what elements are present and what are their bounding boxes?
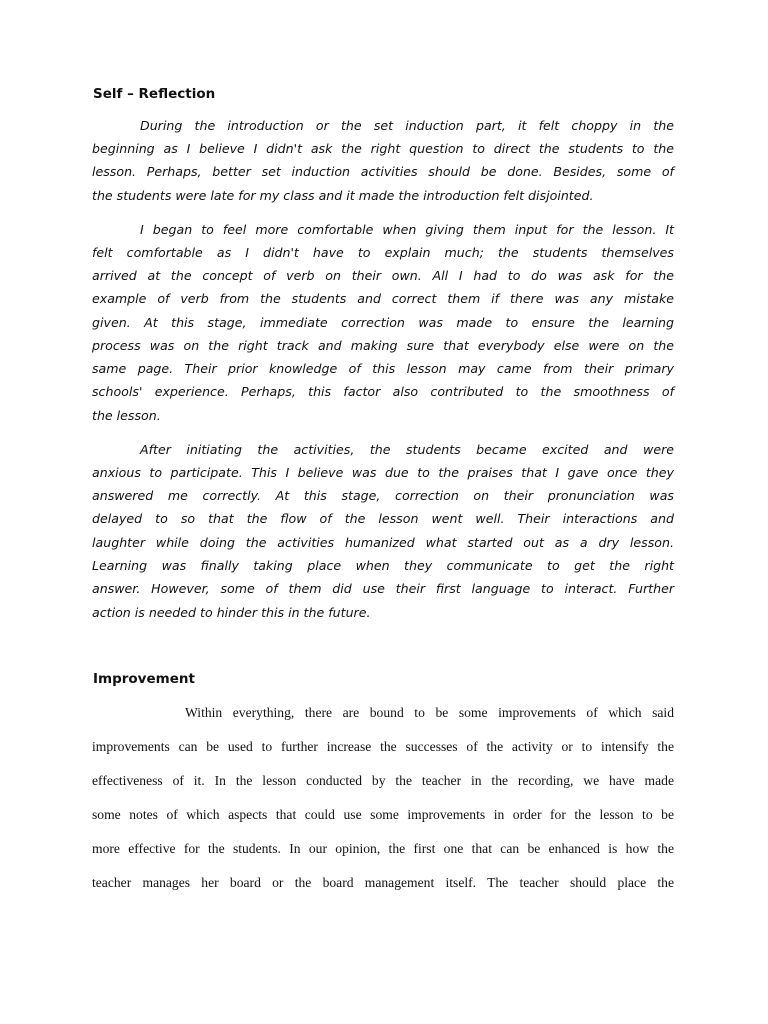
paragraph-line: action is needed to hinder this in the future. (92, 605, 371, 620)
heading-self-reflection: Self – Reflection (93, 86, 216, 102)
paragraph-line: I began to feel more comfortable when giving them input for the lesson. It (140, 222, 674, 237)
paragraph-line: Learning was finally taking place when they communicate to get the right (92, 558, 674, 573)
paragraph-line: more effective for the students. In our opinion, the first one that can be enhanced is how the (92, 841, 674, 856)
paragraph-line: felt comfortable as I didn't have to explain much; the students themselves (92, 245, 674, 260)
paragraph-line: example of verb from the students and correct them if there was any mistake (92, 291, 674, 306)
paragraph-line: delayed to so that the flow of the lesson went well. Their interactions and (92, 511, 674, 526)
paragraph-line: answer. However, some of them did use their first language to interact. Further (92, 581, 674, 596)
paragraph-line: same page. Their prior knowledge of this lesson may came from their primary (92, 361, 674, 376)
paragraph-line: some notes of which aspects that could use some improvements in order for the lesson to be (92, 807, 674, 822)
paragraph-line: teacher manages her board or the board management itself. The teacher should place the (92, 875, 674, 890)
paragraph-line: process was on the right track and making sure that everybody else were on the (92, 338, 674, 353)
paragraph-line: After initiating the activities, the students became excited and were (140, 442, 674, 457)
paragraph-line: improvements can be used to further increase the successes of the activity or to intensify the (92, 739, 674, 754)
heading-improvement: Improvement (93, 671, 195, 687)
paragraph-line: the lesson. (92, 408, 161, 423)
paragraph-line: During the introduction or the set induction part, it felt choppy in the (140, 118, 674, 133)
paragraph-line: beginning as I believe I didn't ask the right question to direct the students to the (92, 141, 674, 156)
paragraph-line: lesson. Perhaps, better set induction activities should be done. Besides, some of (92, 164, 674, 179)
paragraph-line: arrived at the concept of verb on their own. All I had to do was ask for the (92, 268, 674, 283)
paragraph-line: the students were late for my class and it made the introduction felt disjointed. (92, 188, 594, 203)
paragraph-line: anxious to participate. This I believe was due to the praises that I gave once they (92, 465, 674, 480)
paragraph-line: answered me correctly. At this stage, correction on their pronunciation was (92, 488, 674, 503)
paragraph-line: schools' experience. Perhaps, this factor also contributed to the smoothness of (92, 384, 674, 399)
paragraph-line: laughter while doing the activities humanized what started out as a dry lesson. (92, 535, 674, 550)
paragraph-line: Within everything, there are bound to be some improvements of which said (185, 705, 674, 720)
paragraph-line: given. At this stage, immediate correction was made to ensure the learning (92, 315, 674, 330)
paragraph-line: effectiveness of it. In the lesson conducted by the teacher in the recording, we have made (92, 773, 674, 788)
